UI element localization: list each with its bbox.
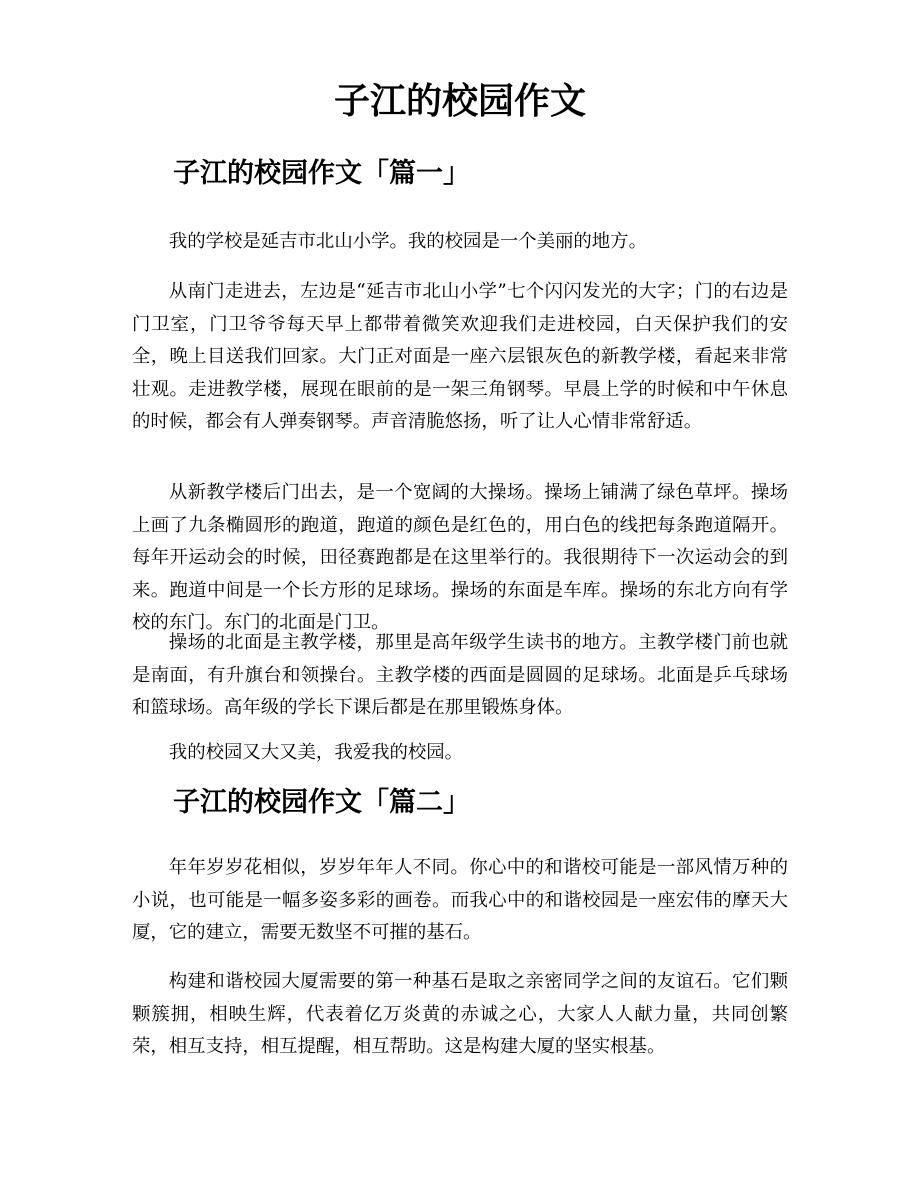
section-heading-1: 子江的校园作文「篇一」 — [173, 158, 470, 189]
paragraph: 我的学校是延吉市北山小学。我的校园是一个美丽的地方。 — [168, 231, 647, 252]
paragraph: 从南门走进去，左边是“延吉市北山小学”七个闪闪发光的大字；门的右边是门卫室，门卫爷爷每天早上都带着微笑欢迎我们走进校园，白天保护我们的安全，晚上目送我们回家。大门正对面是一座六层银灰色的新教学楼，看起来非常壮观。走进教学楼，展现在眼前的是一架三角钢琴。早晨上学的时候和中午休息的时候，都会有人弹奏钢琴。声音清脆悠扬，听了让人心情非常舒适。 — [132, 281, 788, 432]
paragraph: 从新教学楼后门出去，是一个宽阔的大操场。操场上铺满了绿色草坪。操场上画了九条椭圆形的跑道，跑道的颜色是红色的，用白色的线把每条跑道隔开。每年开运动会的时候，田径赛跑都是在这里举行的。我很期待下一次运动会的到来。跑道中间是一个长方形的足球场。操场的东面是车库。操场的东北方向有学校的东门。东门的北面是门卫。 — [132, 482, 788, 633]
document-title: 子江的校园作文 — [333, 80, 586, 122]
paragraph: 构建和谐校园大厦需要的第一种基石是取之亲密同学之间的友谊石。它们颗颗簇拥，相映生辉，代表着亿万炎黄的赤诚之心，大家人人献力量，共同创繁荣，相互支持，相互提醒，相互帮助。这是构建大厦的坚实根基。 — [132, 971, 788, 1057]
paragraph: 我的校园又大又美，我爱我的校园。 — [168, 742, 464, 763]
section-heading-2: 子江的校园作文「篇二」 — [173, 787, 470, 818]
paragraph: 年年岁岁花相似，岁岁年年人不同。你心中的和谐校可能是一部风情万种的小说，也可能是一幅多姿多彩的画卷。而我心中的和谐校园是一座宏伟的摩天大厦，它的建立，需要无数坚不可摧的基石。 — [132, 857, 788, 943]
paragraph: 操场的北面是主教学楼，那里是高年级学生读书的地方。主教学楼门前也就是南面，有升旗台和领操台。主教学楼的西面是圆圆的足球场。北面是乒乓球场和篮球场。高年级的学长下课后都是在那里锻炼身体。 — [132, 632, 788, 718]
